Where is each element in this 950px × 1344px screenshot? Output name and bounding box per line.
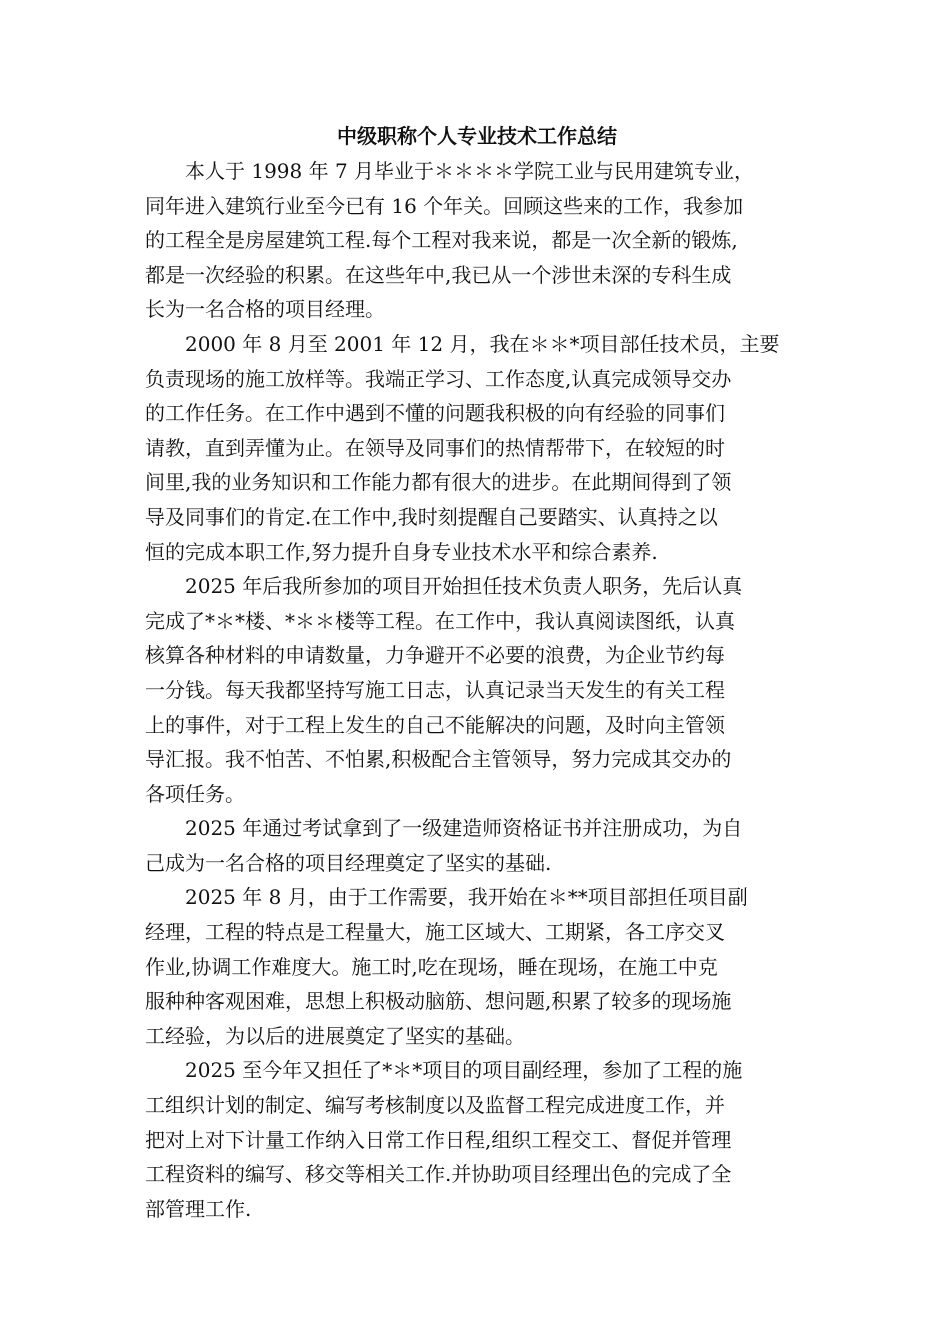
paragraph-line: 一分钱。每天我都坚持写施工日志，认真记录当天发生的有关工程 xyxy=(145,677,725,702)
document-page xyxy=(145,118,809,1226)
paragraph-line: 上的事件，对于工程上发生的自己不能解决的问题，及时向主管领 xyxy=(145,712,725,737)
paragraph-line: 2025 至今年又担任了*＊*项目的项目副经理，参加了工程的施 xyxy=(185,1058,743,1083)
paragraph-line: 恒的完成本职工作,努力提升自身专业技术水平和综合素养. xyxy=(145,539,658,564)
document-title: 中级职称个人专业技术工作总结 xyxy=(337,124,617,148)
paragraph-line: 负责现场的施工放样等。我端正学习、工作态度,认真完成领导交办 xyxy=(145,366,732,391)
paragraph-line: 己成为一名合格的项目经理奠定了坚实的基础. xyxy=(145,850,552,875)
paragraph-line: 请教，直到弄懂为止。在领导及同事们的热情帮带下，在较短的时 xyxy=(145,435,725,460)
paragraph-line: 完成了*＊*楼、*＊＊楼等工程。在工作中，我认真阅读图纸，认真 xyxy=(145,608,735,633)
paragraph-line: 作业,协调工作难度大。施工时,吃在现场，睡在现场，在施工中克 xyxy=(145,954,718,979)
paragraph-2 xyxy=(145,327,809,569)
paragraph-line: 2025 年后我所参加的项目开始担任技术负责人职务，先后认真 xyxy=(185,574,743,599)
paragraph-line: 经理，工程的特点是工程量大，施工区域大、工期紧，各工序交叉 xyxy=(145,920,725,945)
paragraph-line: 核算各种材料的申请数量，力争避开不必要的浪费，为企业节约每 xyxy=(145,643,725,668)
paragraph-line: 2025 年 8 月，由于工作需要，我开始在＊**项目部担任项目副 xyxy=(185,885,748,910)
paragraph-line: 长为一名合格的项目经理。 xyxy=(145,297,385,322)
paragraph-6 xyxy=(145,1053,809,1226)
paragraph-line: 各项任务。 xyxy=(145,781,245,806)
paragraph-line: 工经验，为以后的进展奠定了坚实的基础。 xyxy=(145,1023,525,1048)
paragraph-line: 间里,我的业务知识和工作能力都有很大的进步。在此期间得到了领 xyxy=(145,470,732,495)
paragraph-line: 的工程全是房屋建筑工程.每个工程对我来说，都是一次全新的锻炼, xyxy=(145,228,738,253)
paragraph-line: 都是一次经验的积累。在这些年中,我已从一个涉世未深的专科生成 xyxy=(145,262,732,287)
paragraph-line: 导汇报。我不怕苦、不怕累,积极配合主管领导，努力完成其交办的 xyxy=(145,747,732,772)
paragraph-3 xyxy=(145,569,809,811)
paragraph-line: 同年进入建筑行业至今已有 16 个年关。回顾这些来的工作，我参加 xyxy=(145,193,744,218)
paragraph-5 xyxy=(145,880,809,1053)
paragraph-line: 服种种客观困难，思想上积极动脑筋、想问题,积累了较多的现场施 xyxy=(145,989,732,1014)
paragraph-line: 2025 年通过考试拿到了一级建造师资格证书并注册成功，为自 xyxy=(185,816,743,841)
paragraph-line: 工程资料的编写、移交等相关工作.并协助项目经理出色的完成了全 xyxy=(145,1162,732,1187)
paragraph-line: 工组织计划的制定、编写考核制度以及监督工程完成进度工作，并 xyxy=(145,1093,725,1118)
paragraph-line: 本人于 1998 年 7 月毕业于＊＊＊＊学院工业与民用建筑专业， xyxy=(185,159,755,183)
paragraph-line: 部管理工作. xyxy=(145,1196,252,1221)
paragraph-line: 把对上对下计量工作纳入日常工作日程,组织工程交工、督促并管理 xyxy=(145,1127,732,1152)
paragraph-line: 的工作任务。在工作中遇到不懂的问题我积极的向有经验的同事们 xyxy=(145,401,725,426)
paragraph-4 xyxy=(145,811,809,880)
paragraph-line: 导及同事们的肯定.在工作中,我时刻提醒自己要踏实、认真持之以 xyxy=(145,504,718,529)
paragraph-line: 2000 年 8 月至 2001 年 12 月，我在＊＊*项目部任技术员，主要 xyxy=(185,331,780,356)
paragraph-1 xyxy=(145,154,809,327)
